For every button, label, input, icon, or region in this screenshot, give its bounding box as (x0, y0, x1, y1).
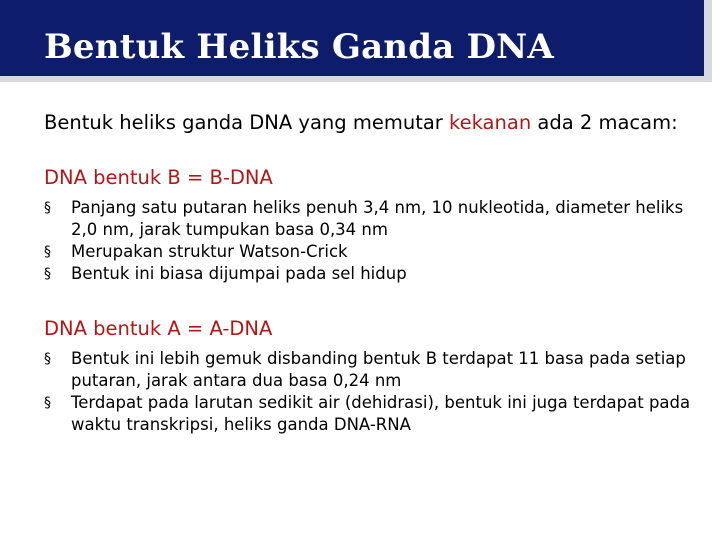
intro-highlight: kekanan (449, 111, 532, 134)
intro-text (44, 110, 694, 136)
list-item (44, 263, 694, 285)
bullet-icon: § (44, 244, 51, 260)
intro-text-after: ada 2 macam: (531, 111, 678, 134)
slide-title: Bentuk Heliks Ganda DNA (44, 27, 555, 67)
bullet-list (44, 348, 694, 436)
bullet-icon: § (44, 200, 51, 216)
slide-content (44, 110, 694, 436)
bullet-icon: § (44, 351, 51, 367)
list-item (44, 348, 694, 392)
bullet-text: Panjang satu putaran heliks penuh 3,4 nm, 10 nukleotida, diameter heliks 2,0 nm, jarak tumpukan basa 0,34 nm (71, 198, 684, 239)
list-item (44, 241, 694, 263)
list-item (44, 197, 694, 241)
bullet-text: Terdapat pada larutan sedikit air (dehidrasi), bentuk ini juga terdapat pada waktu transkripsi, heliks ganda DNA-RNA (71, 393, 691, 434)
section-heading: DNA bentuk A = A-DNA (44, 317, 273, 340)
title-bar (0, 0, 712, 82)
list-item (44, 392, 694, 436)
bullet-icon: § (44, 395, 51, 411)
section-heading: DNA bentuk B = B-DNA (44, 166, 273, 189)
bullet-text: Bentuk ini lebih gemuk disbanding bentuk B terdapat 11 basa pada setiap putaran, jarak antara dua basa 0,24 nm (71, 349, 686, 390)
bullet-list (44, 197, 694, 285)
bullet-icon: § (44, 266, 51, 282)
section-b-dna (44, 165, 694, 285)
bullet-text: Bentuk ini biasa dijumpai pada sel hidup (71, 264, 407, 283)
intro-text-before: Bentuk heliks ganda DNA yang memutar (44, 111, 450, 134)
bullet-text: Merupakan struktur Watson-Crick (71, 242, 348, 261)
section-a-dna (44, 316, 694, 436)
